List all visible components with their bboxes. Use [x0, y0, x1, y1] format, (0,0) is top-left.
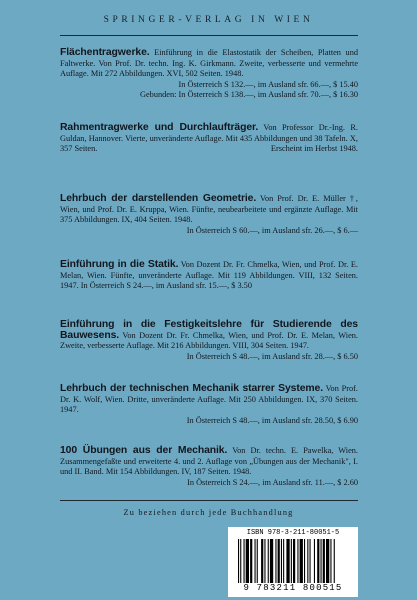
- isbn-number: ISBN 978-3-211-80051-5: [246, 529, 340, 537]
- book-description: Einführung in die Elastostatik der Scheiben, Platten und Faltwerke. Von Prof. Dr. techn. Ing. K. Girkmann. Zweite, verbesserte und vermehrte Auflage. Mit 272 Abbildungen. XVI, 502 Seiten. 1948.: [60, 48, 359, 79]
- book-entry: [60, 320, 358, 384]
- book-entry: [60, 194, 358, 260]
- book-entry: [60, 123, 358, 194]
- book-title: Rahmentragwerke und Durchlaufträger.: [60, 122, 259, 133]
- book-title: Einführung in die Statik.: [60, 259, 179, 270]
- bottom-rule: [60, 500, 358, 501]
- book-price: Erscheint im Herbst 1948.: [270, 144, 358, 154]
- book-description: Von Prof. Dr. K. Wolf, Wien. Dritte, unveränderte Auflage. Mit 250 Abbildungen. IX, 370 Seiten. 1947.: [60, 384, 358, 415]
- book-description: Von Prof. Dr. E. Müller †, Wien, und Prof. Dr. E. Kruppa, Wien. Fünfte, neubearbeitete und ergänzte Auflage. Mit 375 Abbildungen. IX, 404 Seiten. 1948.: [60, 194, 358, 225]
- book-title: Lehrbuch der technischen Mechanik starrer Systeme.: [60, 383, 323, 394]
- book-description: Von Dozent Dr. Fr. Chmelka, Wien, und Prof. Dr. E. Melan, Wien. Zweite, verbesserte Auflage. Mit 216 Abbildungen. VIII, 304 Seiten. 1947.: [60, 330, 358, 351]
- availability-note: Zu beziehen durch jede Buchhandlung: [123, 508, 294, 517]
- book-price: In Österreich S 132.—, im Ausland sfr. 66.—, $ 15.40: [178, 79, 358, 89]
- book-description: Von Professor Dr.-Ing. R. Guldan, Hannover. Vierte, unveränderte Auflage. Mit 435 Abbildungen und 38 Tafeln. X, 357 Seiten.: [60, 123, 358, 154]
- book-price: In Österreich S 60.—, im Ausland sfr. 26.—, $ 6.—: [186, 225, 358, 235]
- book-title: 100 Übungen aus der Mechanik.: [60, 445, 228, 456]
- book-entry: [60, 260, 358, 320]
- book-entry: [60, 384, 358, 446]
- ean-number: 9 783211 800515: [243, 583, 343, 593]
- book-price: In Österreich S 48.—, im Ausland sfr. 28.—, $ 6.50: [186, 351, 358, 361]
- book-title: Lehrbuch der darstellenden Geometrie.: [60, 193, 257, 204]
- book-entry: [60, 446, 358, 488]
- book-price: Gebunden: In Österreich S 138.—, im Ausland sfr. 70.—, $ 16.30: [140, 90, 358, 100]
- book-entry: [60, 48, 358, 123]
- top-rule: [60, 35, 358, 36]
- book-title: Flächentragwerke.: [60, 47, 150, 58]
- barcode-label: [228, 527, 358, 597]
- book-list: [60, 48, 358, 488]
- barcode-icon: [238, 539, 348, 583]
- book-price: In Österreich S 48.—, im Ausland sfr. 28.50, $ 6.90: [186, 415, 358, 425]
- book-description: Von Dozent Dr. Fr. Chmelka, Wien, und Prof. Dr. E. Melan, Wien. Fünfte, unveränderte Auflage. Mit 119 Abbildungen. VIII, 132 Seiten. 1947. In Österreich S 24.—, im Ausland sfr. 15.—, $ 3.50: [60, 260, 358, 291]
- book-description: Von Dr. techn. E. Pawelka, Wien. Zusammengefaßte und erweiterte 4. und 2. Auflage von „Übungen aus der Mechanik", I. und II. Band. Mit 154 Abbildungen. IV, 187 Seiten. 1948.: [60, 446, 358, 477]
- book-price: In Österreich S 24.—, im Ausland sfr. 11.—, $ 2.60: [187, 477, 358, 487]
- publisher-header: SPRINGER-VERLAG IN WIEN: [103, 15, 314, 25]
- book-title: Einführung in die Festigkeitslehre für Studierende des Bauwesens.: [60, 319, 358, 341]
